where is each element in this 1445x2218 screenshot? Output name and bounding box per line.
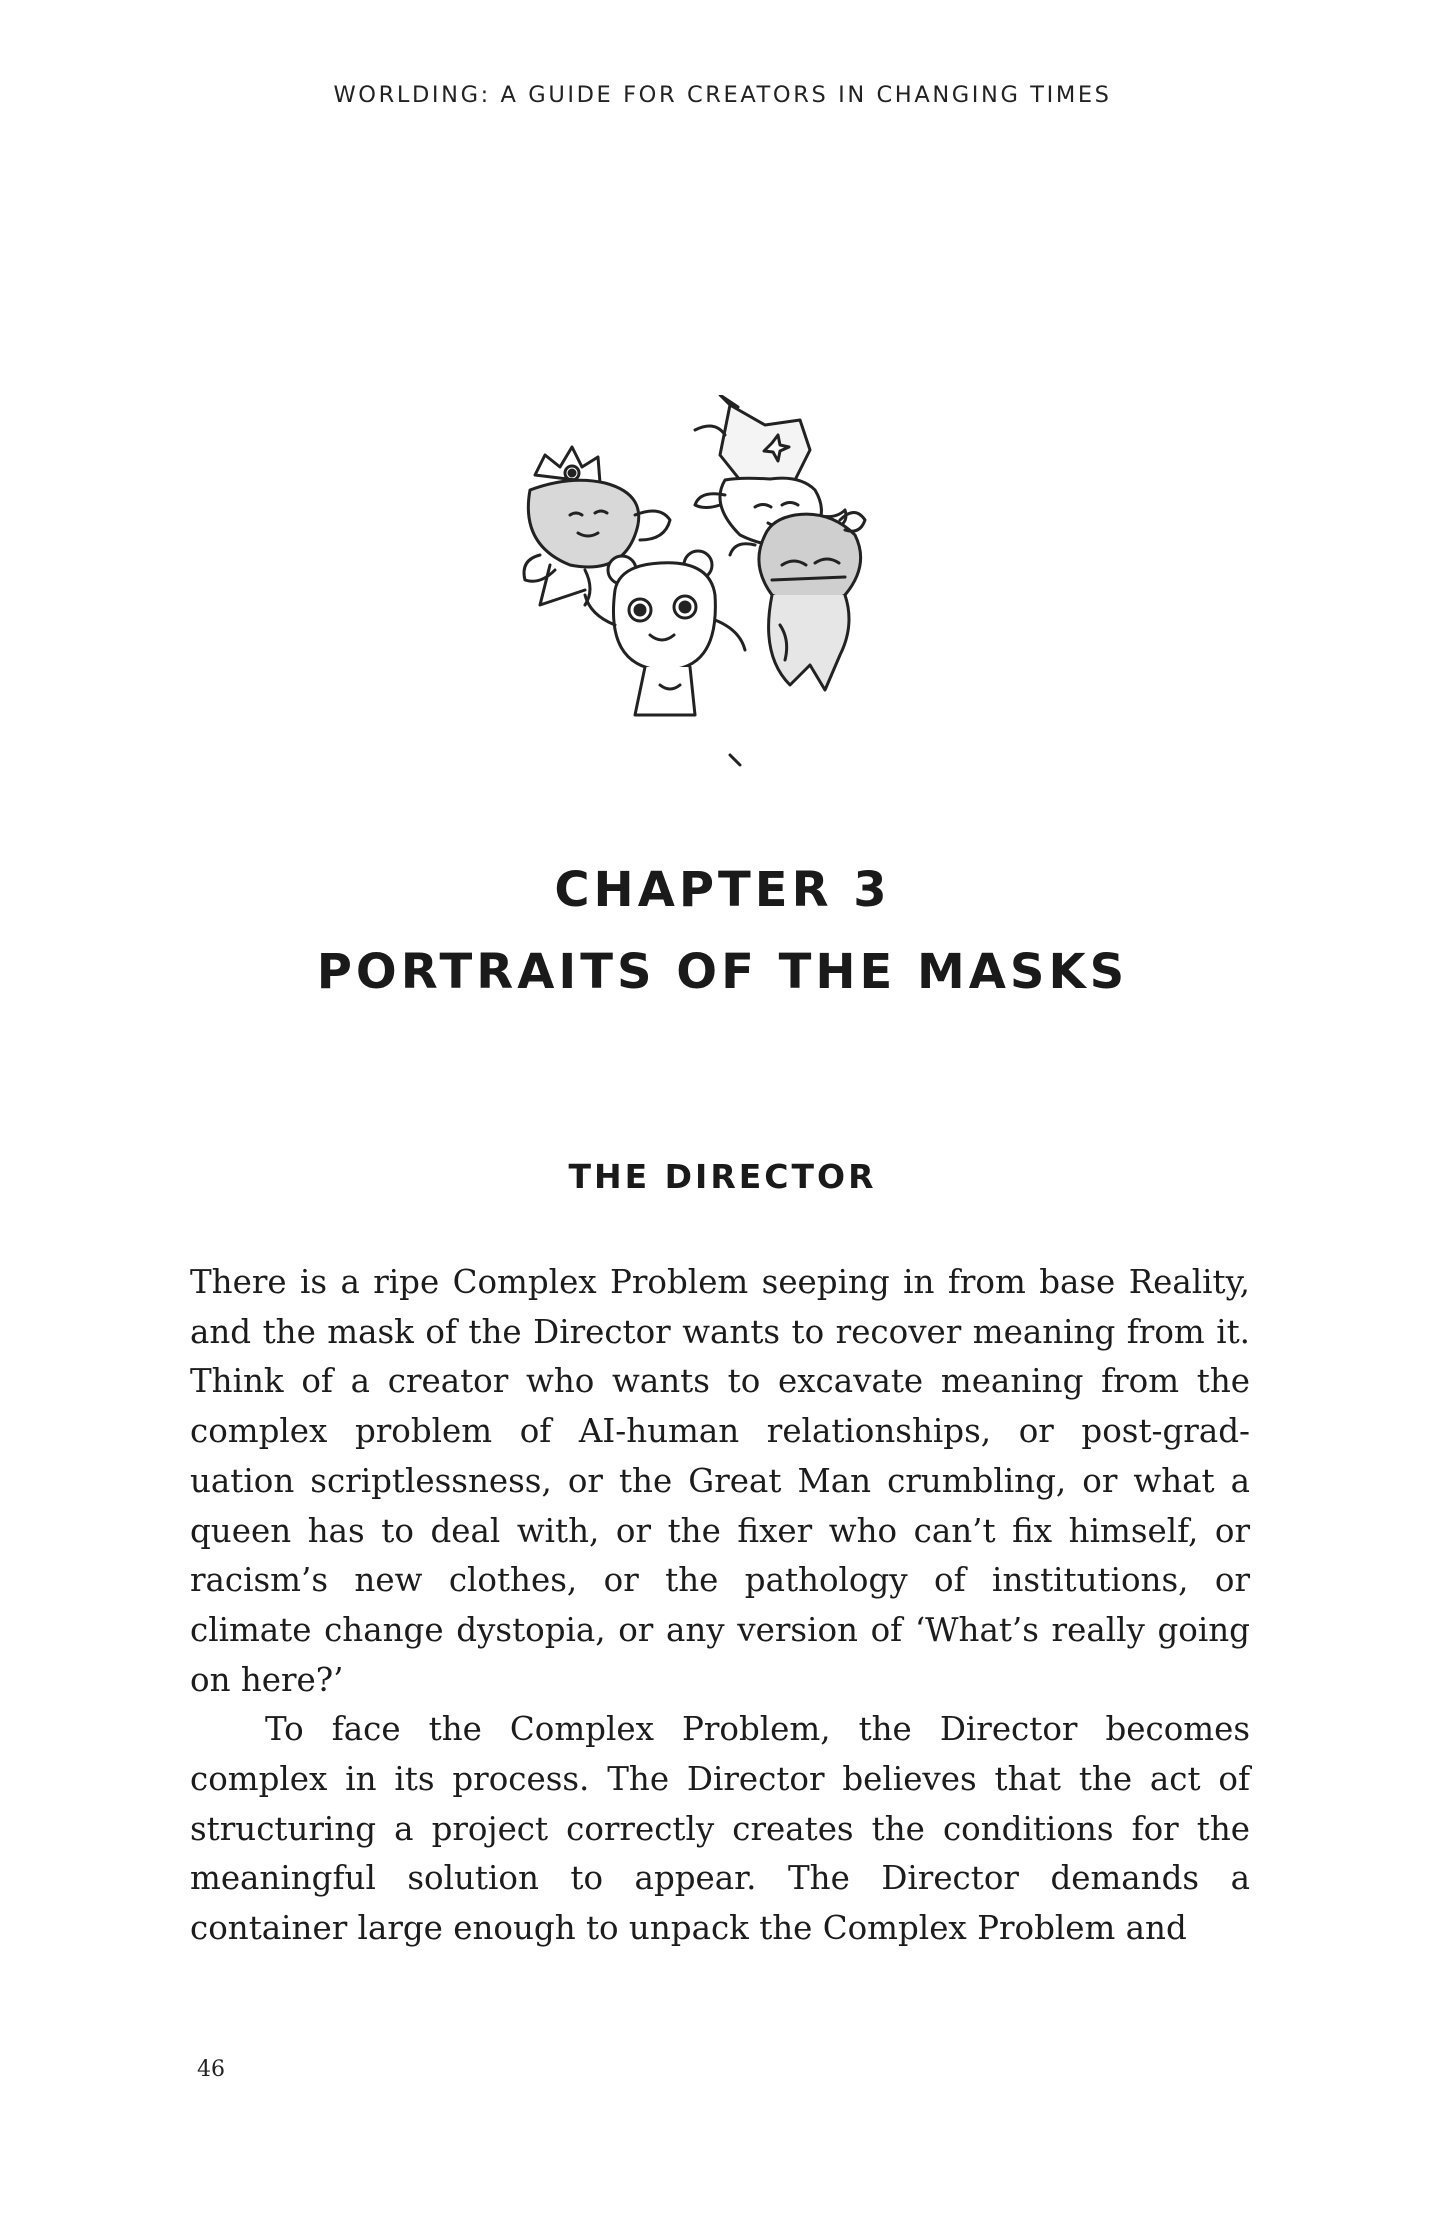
paragraph: There is a ripe Complex Problem seeping in from base Reality, and the mask of the Director wants to recover meaning from it. Think of a creator who wants to excavate meaning from the complex problem of AI-human relationships, or post-grad-uation scriptlessness, or the Great Man crumbling, or what a queen has to deal with, or the fixer who can’t fix himself, or racism’s new clothes, or the pathology of institutions, or climate change dystopia, or any version of ‘What’s really going on here?’	[190, 1263, 1250, 1699]
page-number: 46	[197, 2057, 225, 2082]
bear-character-icon	[585, 551, 745, 715]
running-head: WORLDING: A GUIDE FOR CREATORS IN CHANGING TIMES	[333, 82, 1112, 108]
chapter-number: CHAPTER 3	[554, 862, 891, 918]
paragraph: To face the Complex Problem, the Director becomes complex in its process. The Director believes that the act of structuring a project correctly creates the conditions for the meaningful solution to appear. The Director demands a container large enough to unpack the Complex Problem and	[190, 1710, 1250, 1948]
section-heading: THE DIRECTOR	[568, 1157, 877, 1196]
body-text	[190, 1258, 1250, 1954]
chapter-title: PORTRAITS OF THE MASKS	[316, 944, 1129, 1000]
masks-characters-illustration	[510, 395, 950, 775]
